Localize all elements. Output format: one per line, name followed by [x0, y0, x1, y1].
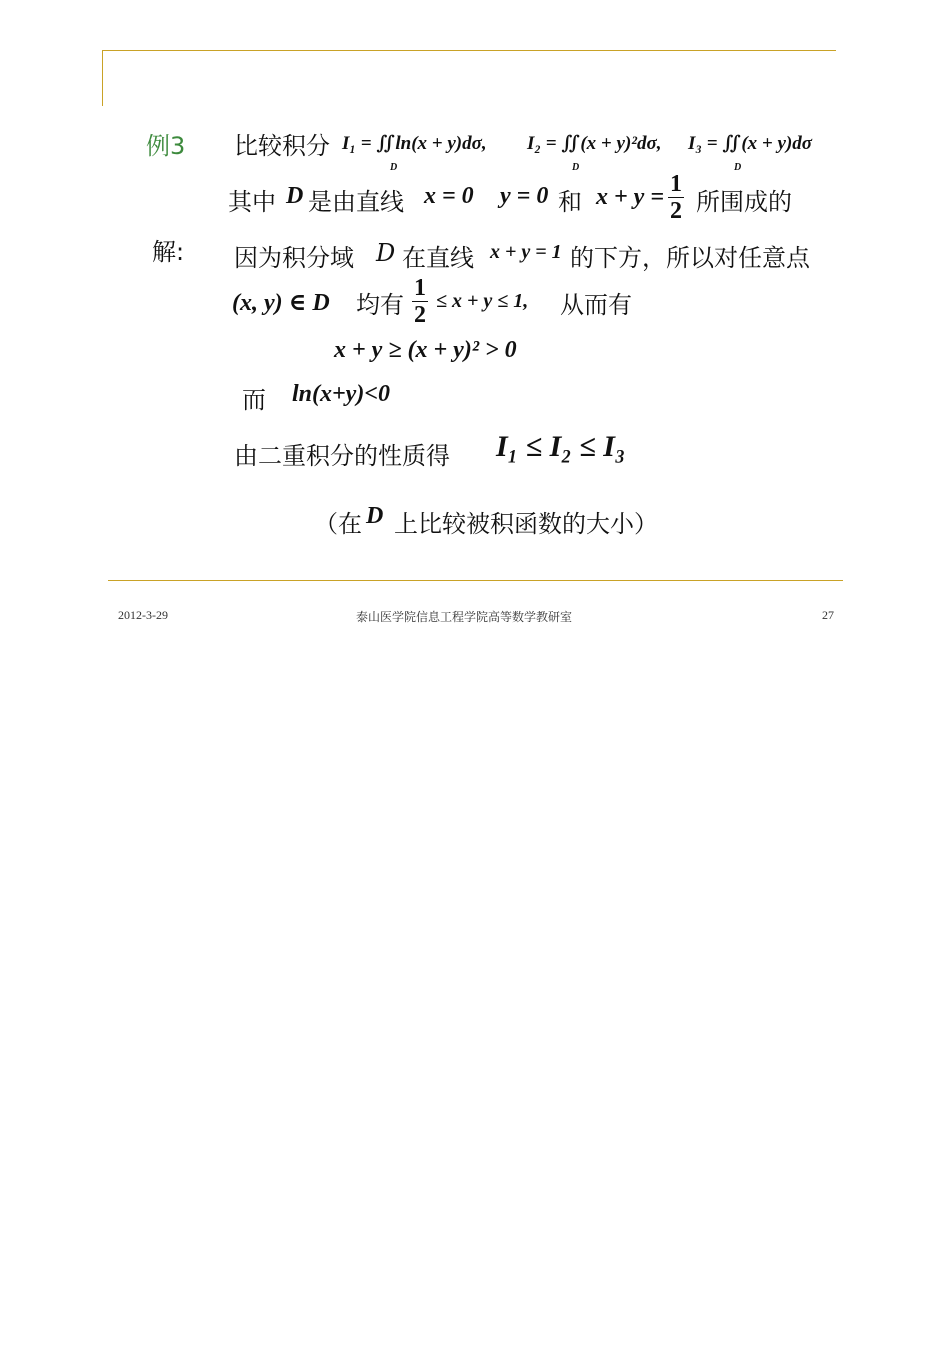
- sol-p2-b: 从而有: [560, 291, 632, 319]
- half-numerator: 1: [670, 171, 682, 197]
- top-rule: [102, 50, 836, 51]
- sol-conclude: 由二重积分的性质得: [234, 442, 450, 470]
- formula-i3: I₃ = ∬(x + y)dσ: [688, 133, 813, 154]
- domain-sub-2: D: [572, 162, 580, 173]
- where-text: 是由直线: [308, 188, 404, 216]
- line-y0: y = 0: [500, 183, 549, 209]
- half-numerator-2: 1: [414, 275, 426, 301]
- sol-p2-a: 均有: [356, 291, 404, 319]
- left-rule: [102, 50, 103, 106]
- where-label: 其中: [228, 188, 276, 216]
- sol-inequality: x + y ≥ (x + y)² > 0: [334, 337, 517, 363]
- sol-and-word: 而: [242, 386, 266, 414]
- enclosed-text: 所围成的: [696, 188, 792, 216]
- half-denominator: 2: [670, 198, 682, 224]
- domain-sub-3: D: [734, 162, 742, 173]
- and-word: 和: [558, 188, 582, 216]
- sol-note-open: （在: [314, 510, 362, 538]
- formula-i1: I₁ = ∬ln(x + y)dσ,: [342, 133, 487, 154]
- sol-p1-b: 在直线: [402, 244, 474, 272]
- line-x0: x = 0: [424, 183, 474, 209]
- sol-p1-d: D: [376, 239, 396, 267]
- sol-p1-eq: x + y = 1: [490, 241, 562, 263]
- footer-date: 2012-3-29: [118, 608, 168, 622]
- sol-note-text: 上比较被积函数的大小）: [394, 510, 658, 538]
- example-lead: 比较积分: [234, 132, 330, 160]
- formula-i2: I₂ = ∬(x + y)²dσ,: [527, 133, 662, 154]
- sol-p2-ineq: ≤ x + y ≤ 1,: [436, 290, 529, 312]
- sol-p1-c: 的下方，所以对任意点: [570, 244, 810, 272]
- line3-lhs: x + y =: [596, 184, 665, 210]
- half-fraction: [668, 172, 684, 223]
- example-label: 例3: [146, 132, 186, 160]
- footer-org: 泰山医学院信息工程学院高等数学教研室: [356, 610, 573, 624]
- sol-ln-inequality: ln(x+y)<0: [292, 381, 391, 407]
- solution-label: 解:: [152, 238, 185, 266]
- where-d: D: [286, 183, 304, 209]
- sol-note-d: D: [366, 503, 384, 529]
- footer-page-number: 27: [822, 608, 834, 622]
- half-denominator-2: 2: [414, 302, 426, 328]
- domain-sub-1: D: [390, 162, 398, 173]
- half-fraction-2: [412, 276, 428, 327]
- sol-result: I₁ ≤ I₂ ≤ I₃: [496, 430, 626, 463]
- bottom-rule: [108, 580, 843, 581]
- sol-p1-a: 因为积分域: [234, 244, 354, 272]
- sol-point: (x, y) ∈ D: [232, 290, 330, 316]
